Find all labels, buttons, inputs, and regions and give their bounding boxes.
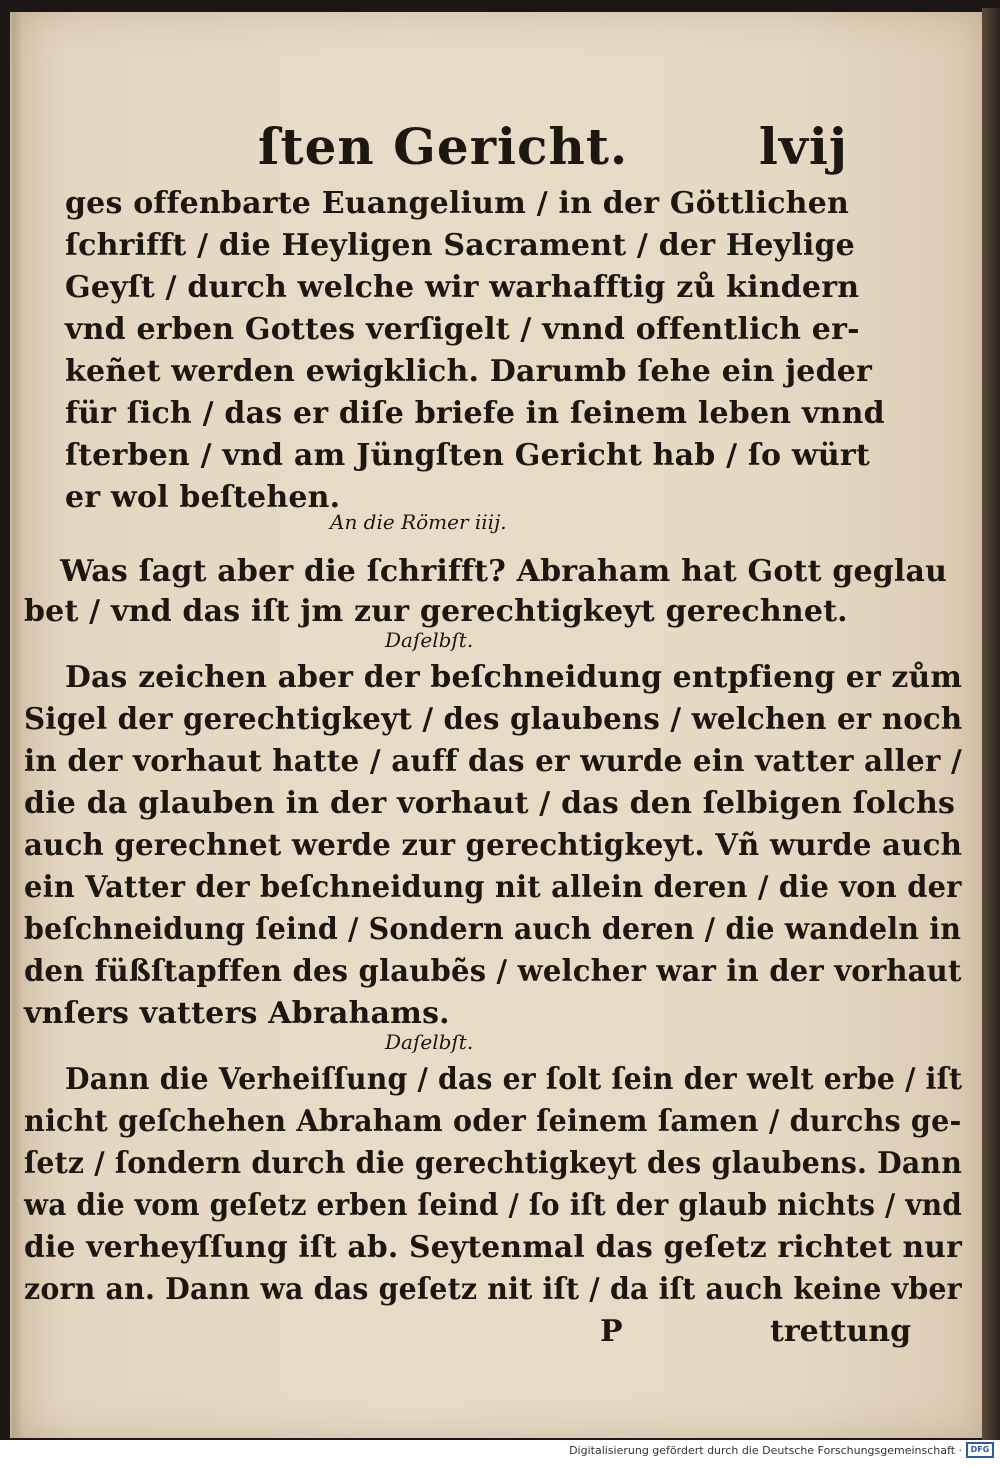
text-line: wa die vom geſetz erben ſeind / ſo iſt der glaub nichts / vnd xyxy=(24,1188,962,1223)
text-line: vnſers vatters Abrahams. xyxy=(24,996,450,1031)
text-line: ſchrifft / die Heyligen Sacrament / der Heylige xyxy=(65,228,855,263)
text-line: in der vorhaut hatte / auff das er wurde ein vatter aller / xyxy=(24,744,962,779)
text-line: ſetz / ſondern durch die gerechtigkeyt des glaubens. Dann xyxy=(24,1146,963,1181)
text-line: die da glauben in der vorhaut / das den ſelbigen ſolchs xyxy=(24,786,956,821)
text-line: ges offenbarte Euangelium / in der Göttlichen xyxy=(65,186,849,221)
text-line: zorn an. Dann wa das geſetz nit iſt / da iſt auch keine vber xyxy=(24,1272,962,1307)
text-line: ein Vatter der beſchneidung nit allein deren / die von der xyxy=(24,870,962,905)
text-line: vnd erben Gottes verſigelt / vnnd offentlich er- xyxy=(65,312,860,347)
dfg-logo-icon: DFG xyxy=(966,1442,994,1458)
text-line: Das zeichen aber der beſchneidung entpfieng er zům xyxy=(65,660,963,695)
rubric-reference: Daſelbſt. xyxy=(385,1030,474,1054)
text-line: für ſich / das er diſe briefe in ſeinem leben vnnd xyxy=(65,396,885,431)
text-line: auch gerechnet werde zur gerechtigkeyt. Vñ wurde auch xyxy=(24,828,963,863)
page-text xyxy=(10,12,982,1438)
text-line: den füßſtapffen des glaubẽs / welcher war in der vorhaut xyxy=(24,954,962,989)
catchword: trettung xyxy=(770,1314,912,1349)
folio-number: lvij xyxy=(758,117,848,176)
signature-mark: P xyxy=(600,1314,623,1349)
rubric-reference: An die Römer iiij. xyxy=(330,510,507,534)
text-line: keñet werden ewigklich. Darumb ſehe ein jeder xyxy=(65,354,873,389)
text-line: nicht geſchehen Abraham oder ſeinem ſamen / durchs ge- xyxy=(24,1104,962,1139)
running-title: ſten Gericht. xyxy=(258,117,629,176)
text-line: Dann die Verheiſſung / das er ſolt ſein der welt erbe / iſt xyxy=(65,1062,963,1097)
book-page xyxy=(10,12,982,1438)
book-edge xyxy=(982,8,1000,1440)
text-line: Sigel der gerechtigkeyt / des glaubens / welchen er noch xyxy=(24,702,963,737)
text-line: er wol beſtehen. xyxy=(65,480,341,515)
text-line: bet / vnd das iſt jm zur gerechtigkeyt gerechnet. xyxy=(24,594,848,629)
text-line: Geyſt / durch welche wir warhafftig zů kindern xyxy=(65,270,860,305)
running-head xyxy=(258,112,848,182)
rubric-reference: Daſelbſt. xyxy=(385,628,474,652)
text-line: ſterben / vnd am Jüngſten Gericht hab / ſo würt xyxy=(65,438,870,473)
text-line: die verheyſſung iſt ab. Seytenmal das geſetz richtet nur xyxy=(24,1230,963,1265)
funding-credit: Digitalisierung gefördert durch die Deutsche Forschungsgemeinschaft · xyxy=(569,1444,962,1457)
text-line: Was ſagt aber die ſchrifft? Abraham hat Gott geglau xyxy=(60,554,948,589)
text-line: beſchneidung ſeind / Sondern auch deren / die wandeln in xyxy=(24,912,962,947)
